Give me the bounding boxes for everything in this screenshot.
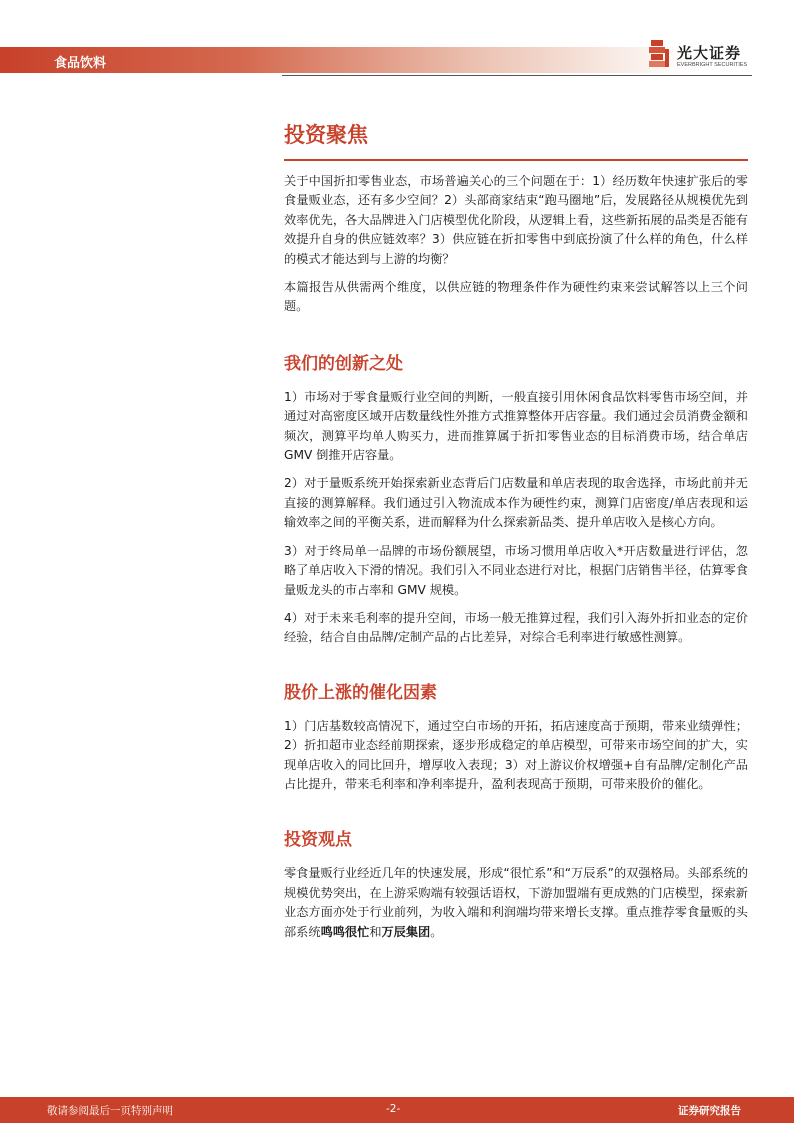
- investment-view-paragraph: [284, 864, 748, 942]
- innovation-paragraph-4: 4）对于未来毛利率的提升空间，市场一般无推算过程，我们引入海外折扣业态的定价经验，结合自由品牌/定制产品的占比差异，对综合毛利率进行敏感性测算。: [284, 610, 748, 645]
- recommended-company-2: 万辰集团: [381, 924, 431, 939]
- period-text: 。: [430, 924, 443, 939]
- recommended-company-1: 鸣鸣很忙: [320, 924, 370, 939]
- logo-mark-icon: [649, 40, 671, 70]
- page-number: -2-: [386, 1103, 401, 1115]
- intro-paragraph-1: 关于中国折扣零售业态，市场普遍关心的三个问题在于：1）经历数年快速扩张后的零食量贩业态，还有多少空间？2）头部商家结束“跑马圈地”后，发展路径从规模优先到效率优先，各大品牌进入门店模型优化阶段，从逻辑上看，这些新拓展的品类是否能有效提升自身的供应链效率？3）供应链在折扣零售中到底扮演了什么样的角色，什么样的模式才能达到与上游的均衡？: [284, 174, 748, 266]
- intro-paragraph-2: 本篇报告从供需两个维度，以供应链的物理条件作为硬性约束来尝试解答以上三个问题。: [284, 280, 748, 314]
- disclaimer-note: 敬请参阅最后一页特别声明: [47, 1105, 173, 1117]
- innovation-paragraph-3: 3）对于终局单一品牌的市场份额展望，市场习惯用单店收入*开店数量进行评估，忽略了单店收入下滑的情况。我们引入不同业态进行对比，根据门店销售半径，估算零食量贩龙头的市占率和 GMV 规模。: [284, 543, 748, 597]
- logo-text-en: EVERBRIGHT SECURITIES: [677, 62, 748, 68]
- header-divider: [282, 75, 752, 76]
- company-logo: [649, 40, 759, 72]
- innovation-paragraph-2: 2）对于量贩系统开始探索新业态背后门店数量和单店表现的取舍选择，市场此前并无直接的测算解释。我们通过引入物流成本作为硬性约束，测算门店密度/单店表现和运输效率之间的平衡关系，进而解释为什么探索新品类、提升单店收入是核心方向。: [284, 476, 748, 530]
- catalysts-heading: 股价上涨的催化因素: [284, 682, 437, 703]
- investment-view-text: 零食量贩行业经近几年的快速发展，形成“很忙系”和“万辰系”的双强格局。头部系统的规模优势突出，在上游采购端有较强话语权，下游加盟端有更成熟的门店模型，探索新业态方面亦处于行业前列，为收入端和利润端均带来增长支撑。重点推荐零食量贩的头部系统: [284, 866, 749, 939]
- section-label: 食品饮料: [54, 56, 107, 71]
- innovation-heading: 我们的创新之处: [284, 353, 403, 374]
- innovation-paragraph-1: 1）市场对于零食量贩行业空间的判断，一般直接引用休闲食品饮料零售市场空间，并通过对高密度区域开店数量线性外推方式推算整体开店容量。我们通过会员消费金额和频次，测算平均单人购买力，进而推算属于折扣零售业态的目标消费市场，结合单店 GMV 倒推开店容量。: [284, 389, 748, 463]
- catalysts-paragraph: 1）门店基数较高情况下，通过空白市场的开拓，拓店速度高于预期，带来业绩弹性；2）折扣超市业态经前期探索，逐步形成稳定的单店模型，可带来市场空间的扩大，实现单店收入的同比回升，增厚收入表现；3）对上游议价权增强+自有品牌/定制化产品占比提升，带来毛利率和净利率提升，盈利表现高于预期，可带来股价的催化。: [284, 718, 748, 791]
- page-title: 投资聚焦: [284, 123, 368, 147]
- footer-bar: [0, 1097, 794, 1123]
- logo-text-cn: 光大证券: [677, 44, 742, 62]
- main-content: [284, 118, 748, 951]
- conjunction-text: 和: [369, 924, 382, 939]
- report-type: 证券研究报告: [678, 1105, 741, 1117]
- title-divider: [284, 159, 748, 161]
- investment-view-heading: 投资观点: [284, 830, 352, 851]
